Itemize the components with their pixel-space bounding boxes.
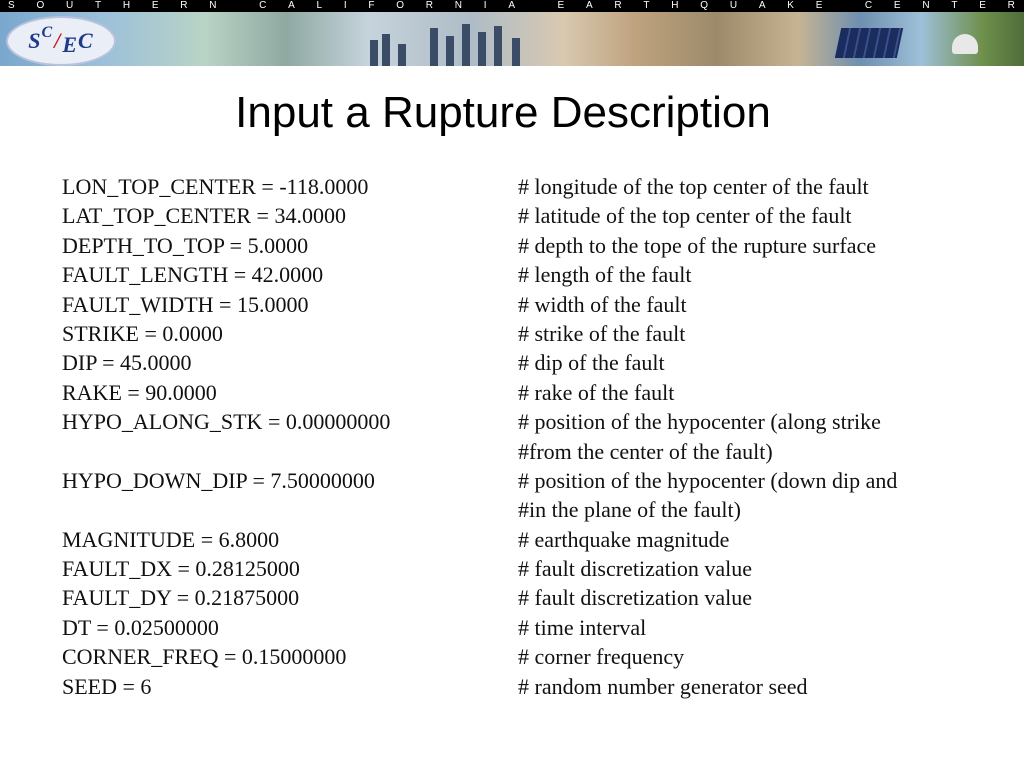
parameter-comment: # width of the fault bbox=[518, 291, 687, 317]
parameter-assignment: HYPO_DOWN_DIP = 7.50000000 bbox=[62, 467, 375, 493]
parameter-assignment: SEED = 6 bbox=[62, 673, 152, 699]
parameter-assignment: MAGNITUDE = 6.8000 bbox=[62, 526, 280, 552]
parameter-comment: # dip of the fault bbox=[518, 350, 665, 376]
parameter-comment: # fault discretization value bbox=[518, 585, 752, 611]
parameter-assignment: FAULT_WIDTH = 15.0000 bbox=[62, 291, 309, 317]
parameter-row bbox=[62, 378, 1002, 407]
rupture-parameter-list bbox=[62, 172, 1002, 701]
banner-letter: A bbox=[508, 0, 517, 11]
banner-letter: L bbox=[316, 0, 324, 11]
banner-letter: A bbox=[585, 0, 594, 11]
parameter-comment: # fault discretization value bbox=[518, 556, 752, 582]
parameter-comment: # corner frequency bbox=[518, 644, 685, 670]
banner-letter: O bbox=[36, 0, 46, 11]
banner-letter: C bbox=[259, 0, 268, 11]
banner-letter: T bbox=[94, 0, 103, 11]
parameter-assignment: DIP = 45.0000 bbox=[62, 350, 192, 376]
parameter-assignment: FAULT_DX = 0.28125000 bbox=[62, 556, 300, 582]
parameter-row bbox=[62, 260, 1002, 289]
parameter-comment: # rake of the fault bbox=[518, 379, 675, 405]
parameter-comment: #from the center of the fault) bbox=[518, 438, 773, 464]
banner-letter: K bbox=[787, 0, 795, 11]
parameter-row bbox=[62, 613, 1002, 642]
banner-letter: N bbox=[454, 0, 464, 11]
banner-letter: E bbox=[815, 0, 824, 11]
parameter-row bbox=[62, 231, 1002, 260]
parameter-row bbox=[62, 466, 1002, 495]
banner-photo-collage bbox=[0, 12, 1024, 66]
banner-letter: R bbox=[180, 0, 189, 11]
banner-letter: I bbox=[483, 0, 488, 11]
banner-letter: E bbox=[979, 0, 987, 11]
banner-letter: R bbox=[614, 0, 623, 11]
banner-letter: F bbox=[368, 0, 376, 11]
banner-letter: U bbox=[729, 0, 739, 11]
parameter-row bbox=[62, 290, 1002, 319]
parameter-assignment bbox=[62, 437, 518, 466]
parameter-row bbox=[62, 525, 1002, 554]
banner-letter: E bbox=[151, 0, 160, 11]
parameter-comment: # position of the hypocenter (along strike bbox=[518, 409, 881, 435]
parameter-assignment: CORNER_FREQ = 0.15000000 bbox=[62, 644, 347, 670]
parameter-assignment: DT = 0.02500000 bbox=[62, 614, 219, 640]
banner-letter: C bbox=[864, 0, 874, 11]
parameter-row bbox=[62, 437, 1002, 466]
banner-letter: R bbox=[425, 0, 435, 11]
banner-letter: H bbox=[671, 0, 680, 11]
banner-letter: E bbox=[893, 0, 902, 11]
header-banner bbox=[0, 0, 1024, 66]
parameter-comment: # random number generator seed bbox=[518, 673, 808, 699]
slide-title: Input a Rupture Description bbox=[235, 88, 771, 137]
parameter-comment: # time interval bbox=[518, 614, 647, 640]
parameter-assignment: FAULT_LENGTH = 42.0000 bbox=[62, 262, 324, 288]
parameter-comment: # latitude of the top center of the fault bbox=[518, 203, 852, 229]
parameter-comment: #in the plane of the fault) bbox=[518, 497, 741, 523]
parameter-row bbox=[62, 172, 1002, 201]
parameter-assignment: LON_TOP_CENTER = -118.0000 bbox=[62, 174, 369, 199]
parameter-row bbox=[62, 319, 1002, 348]
parameter-assignment: RAKE = 90.0000 bbox=[62, 379, 217, 405]
banner-letter: U bbox=[65, 0, 75, 11]
parameter-comment: # longitude of the top center of the fault bbox=[518, 174, 869, 199]
banner-letter: T bbox=[643, 0, 651, 11]
parameter-row bbox=[62, 495, 1002, 524]
gps-dome-image bbox=[952, 34, 978, 54]
banner-letter: A bbox=[288, 0, 296, 11]
parameter-comment: # position of the hypocenter (down dip and bbox=[518, 467, 898, 493]
banner-letter: A bbox=[758, 0, 767, 11]
parameter-comment: # earthquake magnitude bbox=[518, 526, 730, 552]
parameter-row bbox=[62, 201, 1002, 230]
banner-letter: Q bbox=[700, 0, 710, 11]
parameter-assignment: HYPO_ALONG_STK = 0.00000000 bbox=[62, 409, 391, 435]
parameter-comment: # strike of the fault bbox=[518, 320, 686, 346]
parameter-row bbox=[62, 642, 1002, 671]
parameter-row bbox=[62, 554, 1002, 583]
parameter-row bbox=[62, 407, 1002, 436]
parameter-assignment: DEPTH_TO_TOP = 5.0000 bbox=[62, 232, 309, 258]
parameter-assignment: FAULT_DY = 0.21875000 bbox=[62, 585, 300, 611]
scec-logo: S C / E C bbox=[6, 16, 116, 66]
banner-letter: T bbox=[951, 0, 959, 11]
parameter-comment: # length of the fault bbox=[518, 262, 692, 288]
banner-letter: I bbox=[343, 0, 348, 11]
solar-panel-image bbox=[835, 28, 903, 58]
parameter-assignment: STRIKE = 0.0000 bbox=[62, 320, 223, 346]
parameter-row bbox=[62, 583, 1002, 612]
parameter-comment: # depth to the tope of the rupture surface bbox=[518, 232, 876, 258]
parameter-assignment: LAT_TOP_CENTER = 34.0000 bbox=[62, 203, 346, 229]
banner-letter: N bbox=[922, 0, 931, 11]
banner-letter: O bbox=[396, 0, 406, 11]
parameter-row bbox=[62, 348, 1002, 377]
parameter-row bbox=[62, 672, 1002, 701]
parameter-assignment bbox=[62, 495, 518, 524]
banner-letter: N bbox=[209, 0, 218, 11]
banner-title-strip bbox=[0, 0, 1024, 12]
banner-letter: R bbox=[1007, 0, 1016, 11]
banner-letter: E bbox=[557, 0, 566, 11]
banner-letter: S bbox=[8, 0, 16, 11]
banner-letter: H bbox=[122, 0, 132, 11]
